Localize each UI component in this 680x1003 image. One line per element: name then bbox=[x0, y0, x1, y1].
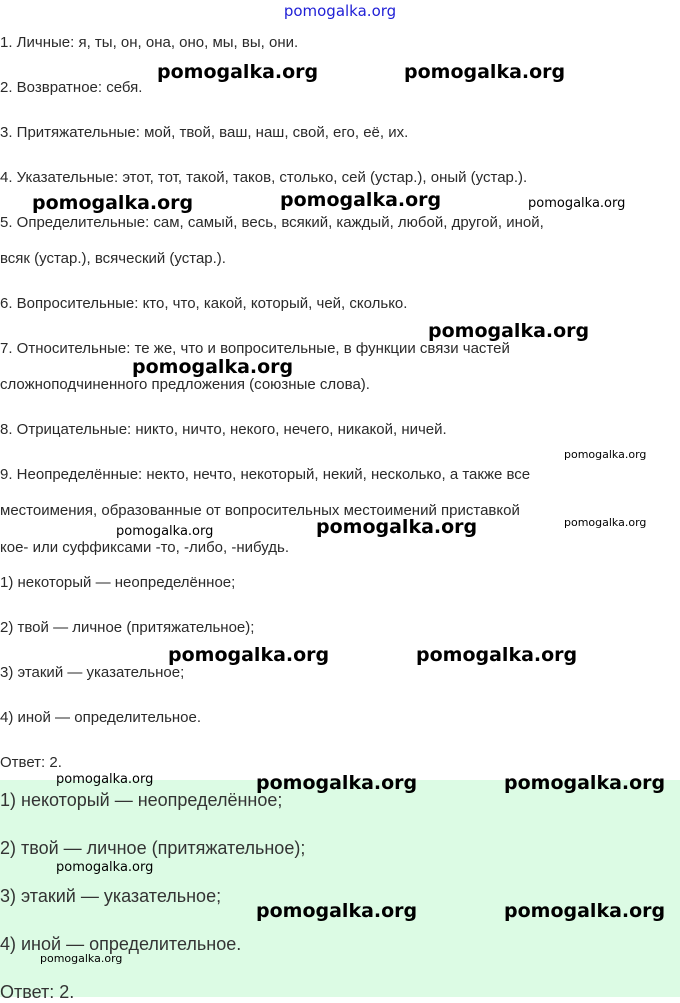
answer-line: 4) иной — определительное. bbox=[0, 934, 242, 954]
watermark: pomogalka.org bbox=[40, 952, 123, 965]
text-line: Ответ: 2. bbox=[0, 754, 62, 771]
text-line: 8. Отрицательные: никто, ничто, некого, нечего, никакой, ничей. bbox=[0, 421, 447, 438]
text-line: 5. Определительные: сам, самый, весь, всякий, каждый, любой, другой, иной, bbox=[0, 214, 544, 231]
text-line: 2. Возвратное: себя. bbox=[0, 79, 143, 96]
text-line: 4) иной — определительное. bbox=[0, 709, 202, 726]
answer-line: Ответ: 2. bbox=[0, 982, 75, 1002]
text-line: 9. Неопределённые: некто, нечто, некоторый, некий, несколько, а также все bbox=[0, 466, 531, 483]
watermark: pomogalka.org bbox=[256, 900, 418, 922]
text-line: 6. Вопросительные: кто, что, какой, который, чей, сколько. bbox=[0, 295, 408, 312]
watermark: pomogalka.org bbox=[404, 61, 566, 83]
text-line: 2) твой — личное (притяжательное); bbox=[0, 619, 255, 636]
watermark: pomogalka.org bbox=[528, 196, 626, 211]
watermark: pomogalka.org bbox=[280, 189, 442, 211]
text-line: местоимения, образованные от вопросительных местоимений приставкой bbox=[0, 502, 520, 519]
watermark: pomogalka.org bbox=[316, 516, 478, 538]
text-line: всяк (устар.), всяческий (устар.). bbox=[0, 250, 226, 267]
text-line: 3) этакий — указательное; bbox=[0, 664, 185, 681]
watermark: pomogalka.org bbox=[32, 192, 194, 214]
text-line: 7. Относительные: те же, что и вопросительные, в функции связи частей bbox=[0, 340, 510, 357]
watermark: pomogalka.org bbox=[168, 644, 330, 666]
watermark: pomogalka.org bbox=[56, 860, 154, 875]
watermark: pomogalka.org bbox=[428, 320, 590, 342]
watermark: pomogalka.org bbox=[564, 448, 647, 461]
text-line: 4. Указательные: этот, тот, такой, таков, столько, сей (устар.), оный (устар.). bbox=[0, 169, 528, 186]
watermark: pomogalka.org bbox=[256, 772, 418, 794]
watermark: pomogalka.org bbox=[564, 516, 647, 529]
answer-line: 3) этакий — указательное; bbox=[0, 886, 222, 906]
watermark: pomogalka.org bbox=[56, 772, 154, 787]
answer-line: 2) твой — личное (притяжательное); bbox=[0, 838, 306, 858]
answer-line: 1) некоторый — неопределённое; bbox=[0, 790, 283, 810]
watermark: pomogalka.org bbox=[504, 900, 666, 922]
watermark: pomogalka.org bbox=[116, 524, 214, 539]
header-watermark[interactable]: pomogalka.org bbox=[283, 2, 397, 20]
watermark: pomogalka.org bbox=[157, 61, 319, 83]
text-line: 1) некоторый — неопределённое; bbox=[0, 574, 236, 591]
watermark: pomogalka.org bbox=[132, 356, 294, 378]
text-line: 3. Притяжательные: мой, твой, ваш, наш, свой, его, её, их. bbox=[0, 124, 409, 141]
text-line: сложноподчиненного предложения (союзные слова). bbox=[0, 376, 370, 393]
text-line: кое- или суффиксами -то, -либо, -нибудь. bbox=[0, 539, 290, 556]
watermark: pomogalka.org bbox=[504, 772, 666, 794]
watermark: pomogalka.org bbox=[416, 644, 578, 666]
text-line: 1. Личные: я, ты, он, она, оно, мы, вы, они. bbox=[0, 34, 299, 51]
